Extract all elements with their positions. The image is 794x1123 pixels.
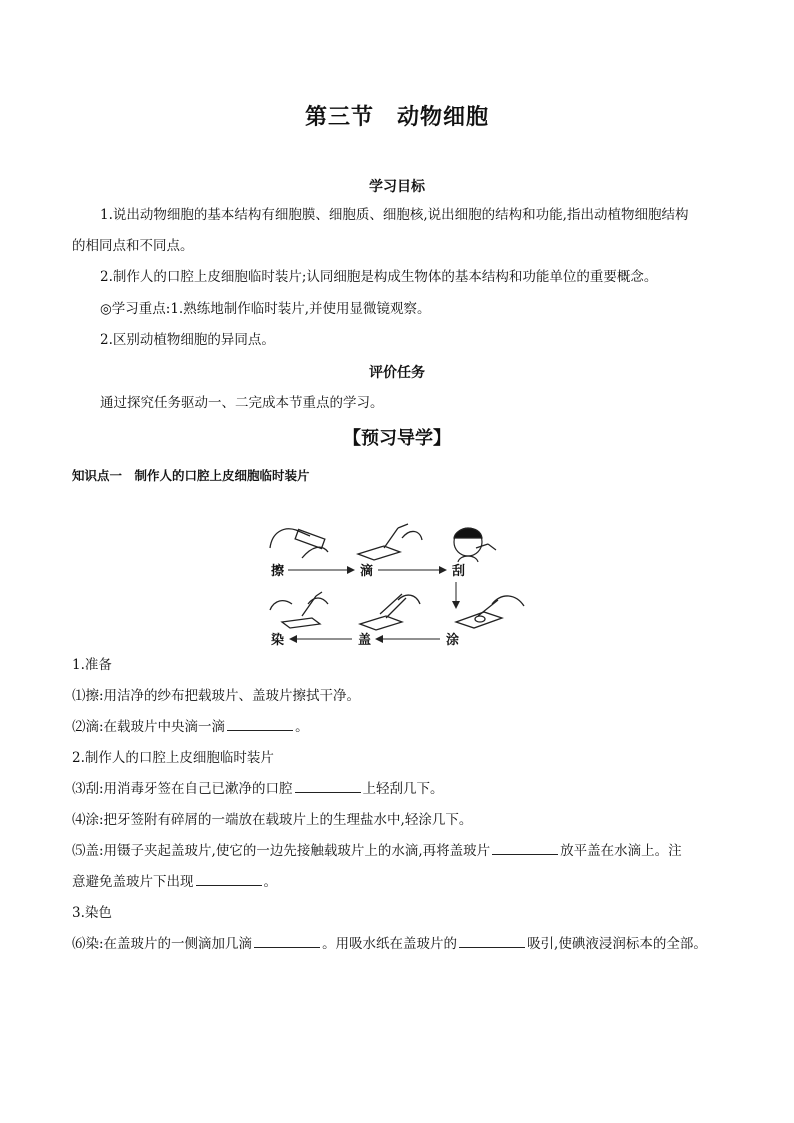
answer-blank[interactable] [227, 716, 293, 731]
step-cover-text-2-before: 意避免盖玻片下出现 [72, 874, 194, 890]
step-label-spread: 涂 [446, 633, 460, 648]
answer-blank[interactable] [196, 871, 262, 886]
focus-1: ◎学习重点:1.熟练地制作临时装片,并使用显微镜观察。 [100, 301, 431, 317]
step-stain-text-middle: 。用吸水纸在盖玻片的 [322, 936, 458, 952]
step-scrape-text-after: 上轻刮几下。 [362, 781, 444, 797]
step-spread-text: ⑷涂:把牙签附有碎屑的一端放在载玻片上的生理盐水中,轻涂几下。 [72, 812, 473, 828]
section-3-title: 3.染色 [72, 905, 112, 921]
step-cover-text-2-after: 。 [263, 874, 277, 890]
section-1-title: 1.准备 [72, 657, 112, 673]
answer-blank[interactable] [295, 778, 361, 793]
step-label-scrape: 刮 [452, 564, 466, 579]
objective-1-line-2: 的相同点和不同点。 [72, 238, 194, 254]
step-label-drop: 滴 [360, 564, 374, 579]
procedure-diagram [262, 518, 532, 652]
focus-2: 2.区别动植物细胞的异同点。 [100, 332, 275, 348]
answer-blank[interactable] [492, 840, 558, 855]
page-title: 第三节 动物细胞 [304, 105, 489, 130]
wipe-step-icon [270, 529, 328, 558]
objectives-heading: 学习目标 [369, 179, 425, 195]
objective-1-line-1: 1.说出动物细胞的基本结构有细胞膜、细胞质、细胞核,说出细胞的结构和功能,指出动植物细胞结构 [100, 207, 689, 223]
objective-2: 2.制作人的口腔上皮细胞临时装片;认同细胞是构成生物体的基本结构和功能单位的重要概念。 [100, 269, 658, 285]
step-cover-text-after: 放平盖在水滴上。注 [560, 843, 682, 859]
step-drop-text-before: ⑵滴:在载玻片中央滴一滴 [72, 719, 226, 735]
step-scrape-text-before: ⑶刮:用消毒牙签在自己已漱净的口腔 [72, 781, 293, 797]
step-label-stain: 染 [271, 633, 285, 648]
step-stain-text-after: 吸引,使碘液浸润标本的全部。 [527, 936, 707, 952]
scrape-step-icon [454, 528, 496, 562]
step-cover-text-line-1 [72, 836, 724, 867]
stain-step-icon [270, 592, 328, 628]
answer-blank[interactable] [459, 933, 525, 948]
step-label-cover: 盖 [358, 633, 372, 648]
assessment-heading: 评价任务 [369, 365, 425, 381]
drop-step-icon [358, 524, 422, 560]
preview-heading: 【预习导学】 [343, 428, 451, 449]
section-2-title: 2.制作人的口腔上皮细胞临时装片 [72, 750, 274, 766]
answer-blank[interactable] [254, 933, 320, 948]
step-cover-text-before: ⑸盖:用镊子夹起盖玻片,使它的一边先接触载玻片上的水滴,再将盖玻片 [72, 843, 491, 859]
step-stain-text-before: ⑹染:在盖玻片的一侧滴加几滴 [72, 936, 253, 952]
step-cover-text-line-2 [72, 867, 724, 898]
step-label-wipe: 擦 [271, 564, 285, 579]
step-scrape-text [72, 774, 724, 805]
step-wipe-text: ⑴擦:用洁净的纱布把载玻片、盖玻片擦拭干净。 [72, 688, 361, 704]
cover-step-icon [360, 594, 420, 630]
step-drop-text-after: 。 [295, 719, 309, 735]
assessment-text: 通过探究任务驱动一、二完成本节重点的学习。 [100, 395, 384, 411]
spread-step-icon [456, 596, 524, 628]
knowledge-point-title: 知识点一 制作人的口腔上皮细胞临时装片 [72, 468, 310, 483]
step-stain-text [72, 929, 724, 960]
step-drop-text [72, 712, 724, 743]
